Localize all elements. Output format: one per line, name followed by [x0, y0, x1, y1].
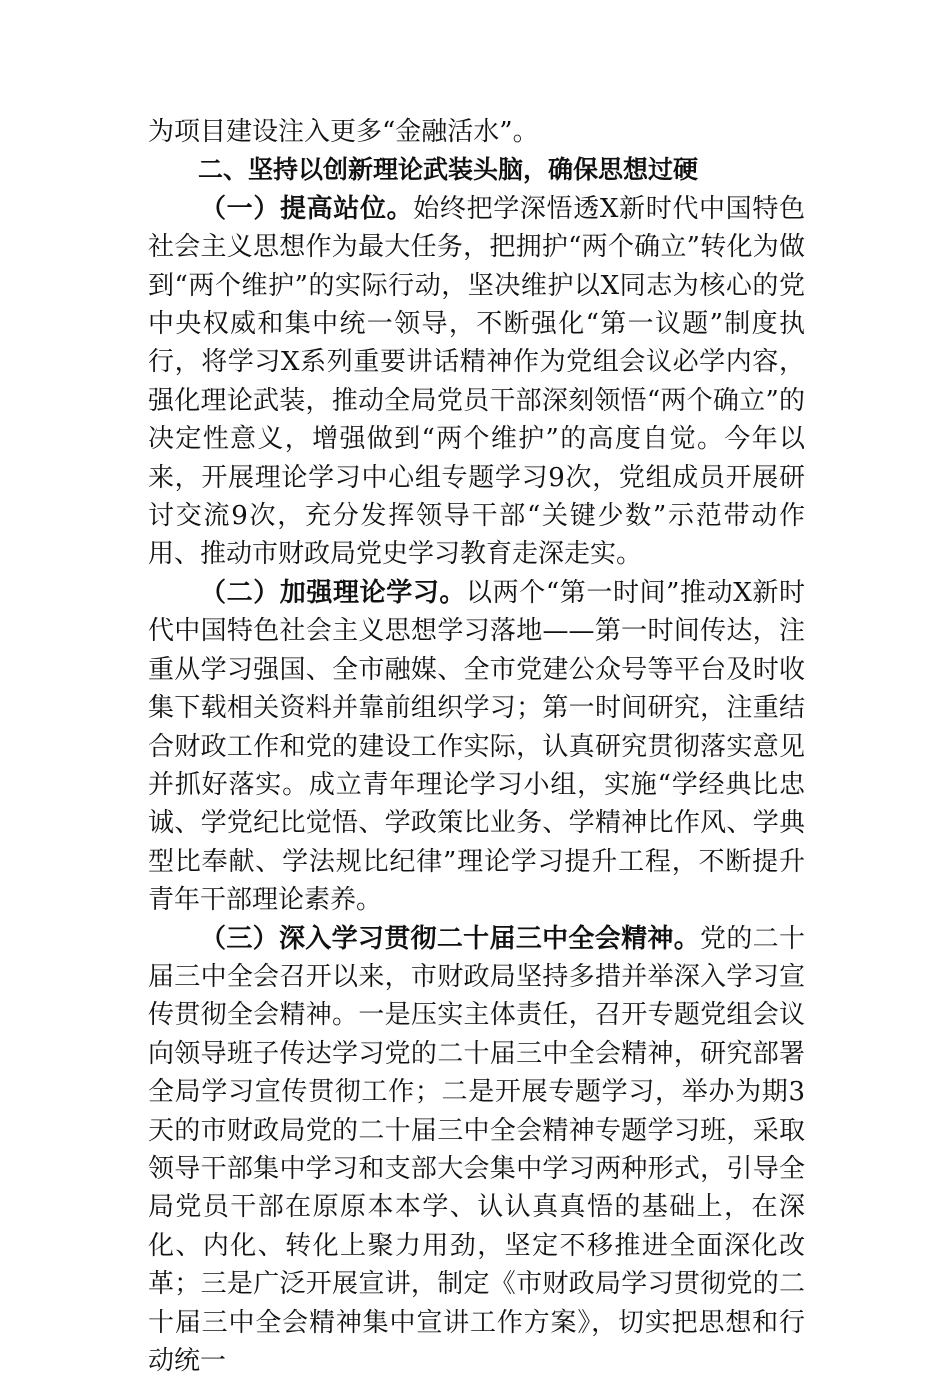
document-body — [148, 113, 805, 1380]
paragraph-lead: （三）深入学习贯彻二十届三中全会精神。 — [200, 923, 701, 954]
paragraph-text: 始终把学深悟透X新时代中国特色社会主义思想作为最大任务，把拥护“两个确立”转化为做到“两个维护”的实际行动，坚决维护以X同志为核心的党中央权威和集中统一领导，不断强化“第一议题”制度执行，将学习X系列重要讲话精神作为党组会议必学内容，强化理论武装，推动全局党员干部深刻领悟“两个确立”的决定性意义，增强做到“两个维护”的高度自觉。今年以来，开展理论学习中心组专题学习9次，党组成员开展研讨交流9次，充分发挥领导干部“关键少数”示范带动作用、推动市财政局党史学习教育走深走实。 — [148, 193, 805, 570]
paragraph-3 — [148, 920, 805, 1380]
paragraph-2 — [148, 574, 805, 920]
paragraph-text: 为项目建设注入更多“金融活水”。 — [148, 117, 539, 147]
paragraph-continuation — [148, 113, 805, 151]
paragraph-text: 党的二十届三中全会召开以来，市财政局坚持多措并举深入学习宣传贯彻全会精神。一是压实主体责任，召开专题党组会议向领导班子传达学习党的二十届三中全会精神，研究部署全局学习宣传贯彻工作；二是开展专题学习，举办为期3天的市财政局党的二十届三中全会精神专题学习班，采取领导干部集中学习和支部大会集中学习两种形式，引导全局党员干部在原原本本学、认认真真悟的基础上，在深化、内化、转化上聚力用劲，坚定不移推进全面深化改革；三是广泛开展宣讲，制定《市财政局学习贯彻党的二十届三中全会精神集中宣讲工作方案》，切实把思想和行动统一 — [148, 923, 805, 1376]
section-heading: 二、坚持以创新理论武装头脑，确保思想过硬 — [198, 155, 699, 185]
paragraph-lead: （二）加强理论学习。 — [200, 577, 467, 608]
paragraph-1 — [148, 190, 805, 574]
paragraph-text: 以两个“第一时间”推动X新时代中国特色社会主义思想学习落地——第一时间传达，注重从学习强国、全市融媒、全市党建公众号等平台及时收集下载相关资料并靠前组织学习；第一时间研究，注重结合财政工作和党的建设工作实际，认真研究贯彻落实意见并抓好落实。成立青年理论学习小组，实施“学经典比忠诚、学党纪比觉悟、学政策比业务、学精神比作风、学典型比奉献、学法规比纪律”理论学习提升工程，不断提升青年干部理论素养。 — [148, 577, 805, 916]
paragraph-lead: （一）提高站位。 — [200, 193, 414, 224]
